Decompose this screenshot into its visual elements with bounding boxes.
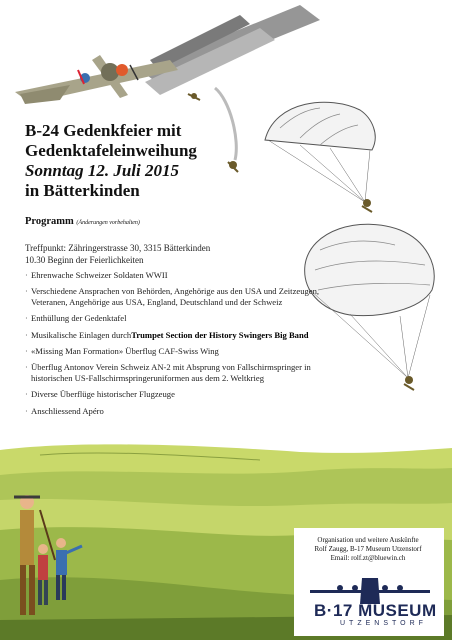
- meeting-address: Treffpunkt: Zähringerstrasse 30, 3315 Bätterkinden: [25, 243, 211, 253]
- list-item: · Anschliessend Apéro: [25, 406, 325, 416]
- programm-label: Programm: [25, 216, 74, 227]
- org-line-2: Rolf Zaugg, B-17 Museum Utzenstorf: [314, 545, 422, 553]
- poster-title: [25, 121, 197, 201]
- title-date: Sonntag 12. Juli 2015: [25, 161, 179, 180]
- logo-sub-text: UTZENSTORF: [340, 620, 427, 627]
- parachutist-small-icon: [215, 88, 238, 172]
- logo-main-text: B·17 MUSEUM: [314, 601, 437, 620]
- list-item: · Ehrenwache Schweizer Soldaten WWII: [25, 270, 325, 280]
- band-name: Trumpet Section der History Swingers Big Band: [131, 329, 309, 340]
- title-place: in Bätterkinden: [25, 181, 140, 200]
- list-item: · Musikalische Einlagen durchTrumpet Section der History Swingers Big Band: [25, 330, 325, 340]
- title-line-1: B-24 Gedenkfeier mit: [25, 121, 182, 140]
- program-list: [25, 270, 325, 422]
- title-line-2: Gedenktafeleinweihung: [25, 141, 197, 160]
- org-email[interactable]: Email: rolf.zt@bluewin.ch: [330, 554, 406, 562]
- smoke-trail: [140, 5, 320, 95]
- list-item: · Enthüllung der Gedenktafel: [25, 313, 325, 323]
- meeting-time: 10.30 Beginn der Feierlichkeiten: [25, 255, 144, 265]
- museum-logo: [300, 566, 450, 632]
- parachutist-falling-icon: [188, 93, 200, 100]
- list-item: · Verschiedene Ansprachen von Behörden, Angehörige aus den USA und Zeitzeugen, Veteranen, Angehörige aus USA, England, Deutschland und der Schweiz: [25, 286, 325, 307]
- organization-info: [298, 536, 438, 563]
- programm-heading: [25, 216, 140, 227]
- parachute-icon: [265, 102, 375, 212]
- list-item: · «Missing Man Formation» Überflug CAF-Swiss Wing: [25, 346, 325, 356]
- list-item: · Diverse Überflüge historischer Flugzeuge: [25, 389, 325, 399]
- meeting-info: [25, 242, 210, 266]
- org-line-1: Organisation und weitere Auskünfte: [317, 536, 419, 544]
- list-item: · Überflug Antonov Verein Schweiz AN-2 mit Absprung von Fallschirmspringer in historischen US-Fallschirmspringeruniformen aus dem 2. Weltkrieg: [25, 362, 325, 383]
- programm-note: (Änderungen vorbehalten): [76, 220, 140, 226]
